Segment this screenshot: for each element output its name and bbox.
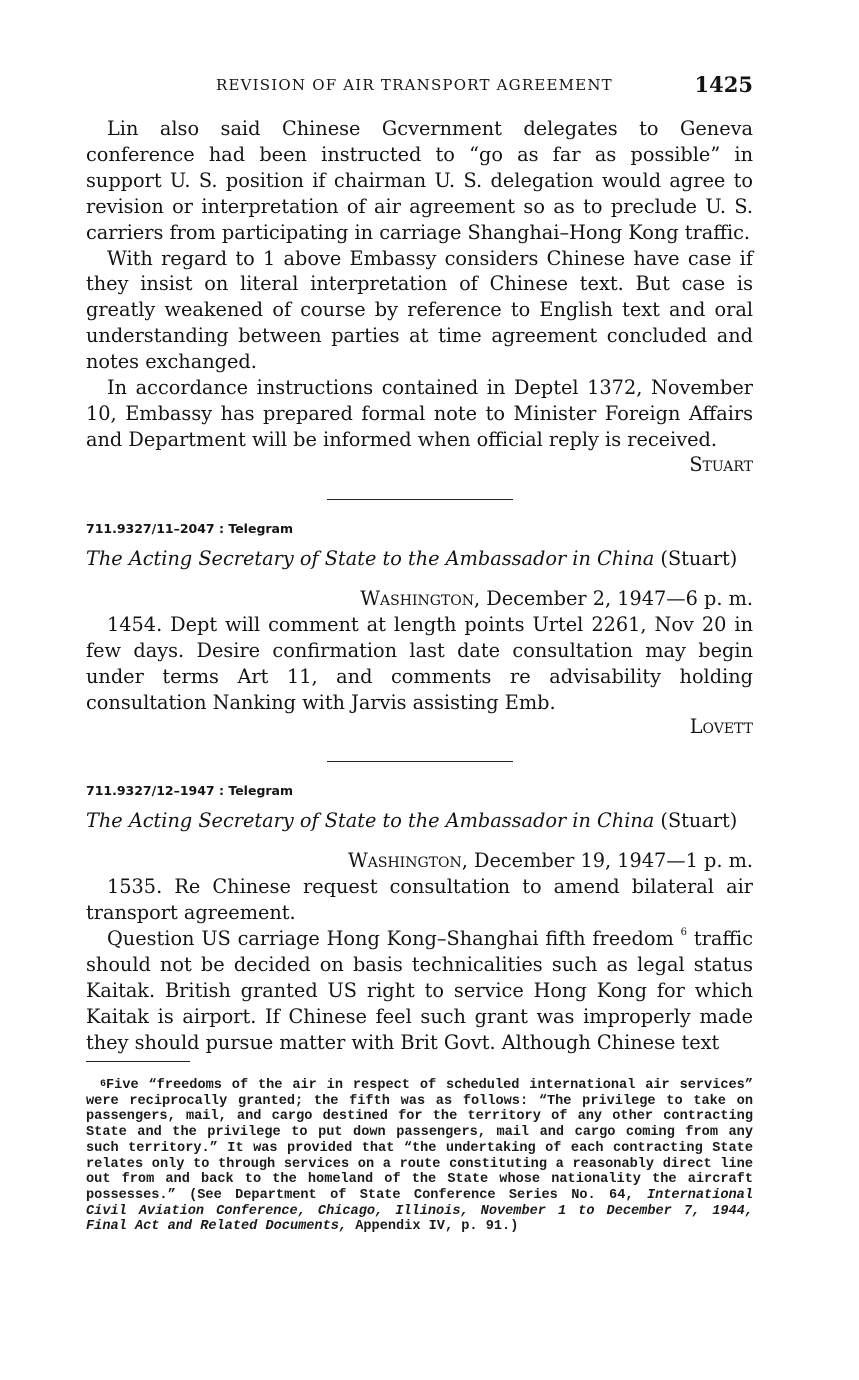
paragraph [86,926,753,1056]
page-body [86,116,753,1056]
paragraph: With regard to 1 above Embassy considers Chinese have case if they insist on literal interpretation of Chinese text. But case is greatly weakened of course by reference to English text and oral understanding between parties at time agreement concluded and notes exchanged. [86,246,753,374]
heading-text: The Acting Secretary of State to the Ambassador in China [86,546,655,570]
paragraph-text: Question US carriage Hong Kong–Shanghai fifth freedom [107,927,674,951]
dateline-date: December 19, 1947—1 p. m. [473,849,753,873]
document-heading [86,546,753,572]
paragraph: Lin also said Chinese Gcvernment delegates to Geneva conference had been instructed to “go as far as possible” in support U. S. position if chairman U. S. delegation would agree to revision or interpretation of air agreement so as to preclude U. S. carriers from participating in carriage Shanghai–Hong Kong traffic. [86,117,753,244]
heading-text: The Acting Secretary of State to the Ambassador in China [86,809,655,833]
document-heading [86,808,753,834]
running-head [86,72,753,102]
footnote-text: Five “freedoms of the air in respect of scheduled international air services” were reciprocally granted; the fifth was as follows: “The privilege to take on passengers, mail, and cargo destined for the territory of any other contracting State and the privilege to put down passengers, mail and cargo coming from any such territory.” It was provided that “the undertaking of each contracting State relates only to through services on a route constituting a reasonably direct line out from and back to the homeland of the State whose nationality the aircraft possesses.” (See Department of State Conference Series No. 64, [86,1078,753,1203]
paragraph: 1454. Dept will comment at length points Urtel 2261, Nov 20 in few days. Desire confirmation last date consultation may begin under terms Art 11, and comments re advisability holding consultation Nanking with Jarvis assisting Emb. [86,612,753,714]
running-head-title: REVISION OF AIR TRANSPORT AGREEMENT [216,76,613,94]
signature-lovett: Lovett [689,715,753,739]
dateline [86,848,753,874]
signature-stuart: Stuart [689,452,753,476]
file-number: 711.9327/12–1947 : Telegram [86,783,294,799]
footnote-marker: 6 [100,1079,107,1090]
heading-name: (Stuart) [660,546,738,570]
footnote-citation-title: International Civil Aviation Conference, Chicago, Illinois, November 1 to December 7, 1944, Final Act and Related Documents, [86,1187,753,1235]
file-number: 711.9327/11–2047 : Telegram [86,520,294,536]
footnote-reference[interactable]: 6 [680,927,688,939]
dateline-date: December 2, 1947—6 p. m. [486,586,753,610]
section-divider [327,761,513,762]
paragraph: 1535. Re Chinese request consultation to amend bilateral air transport agreement. [86,875,753,925]
footnote-text: Appendix IV, p. 91.) [355,1219,519,1235]
page-number: 1425 [694,72,753,97]
paragraph: In accordance instructions contained in Deptel 1372, November 10, Embassy has prepared formal note to Minister Foreign Affairs and Department will be informed when official reply is received. [86,376,753,451]
dateline-place: Washington, [360,586,481,610]
footnote [86,1078,753,1235]
section-divider [327,499,513,500]
footnote-divider [86,1061,190,1062]
heading-name: (Stuart) [660,809,738,833]
dateline [86,586,753,612]
paragraph-text: traffic should not be decided on basis technicalities such as legal status Kaitak. British granted US right to service Hong Kong for which Kaitak is airport. If Chinese feel such grant was improperly made they should pursue matter with Brit Govt. Although Chinese text [86,927,753,1054]
dateline-place: Washington, [347,849,468,873]
